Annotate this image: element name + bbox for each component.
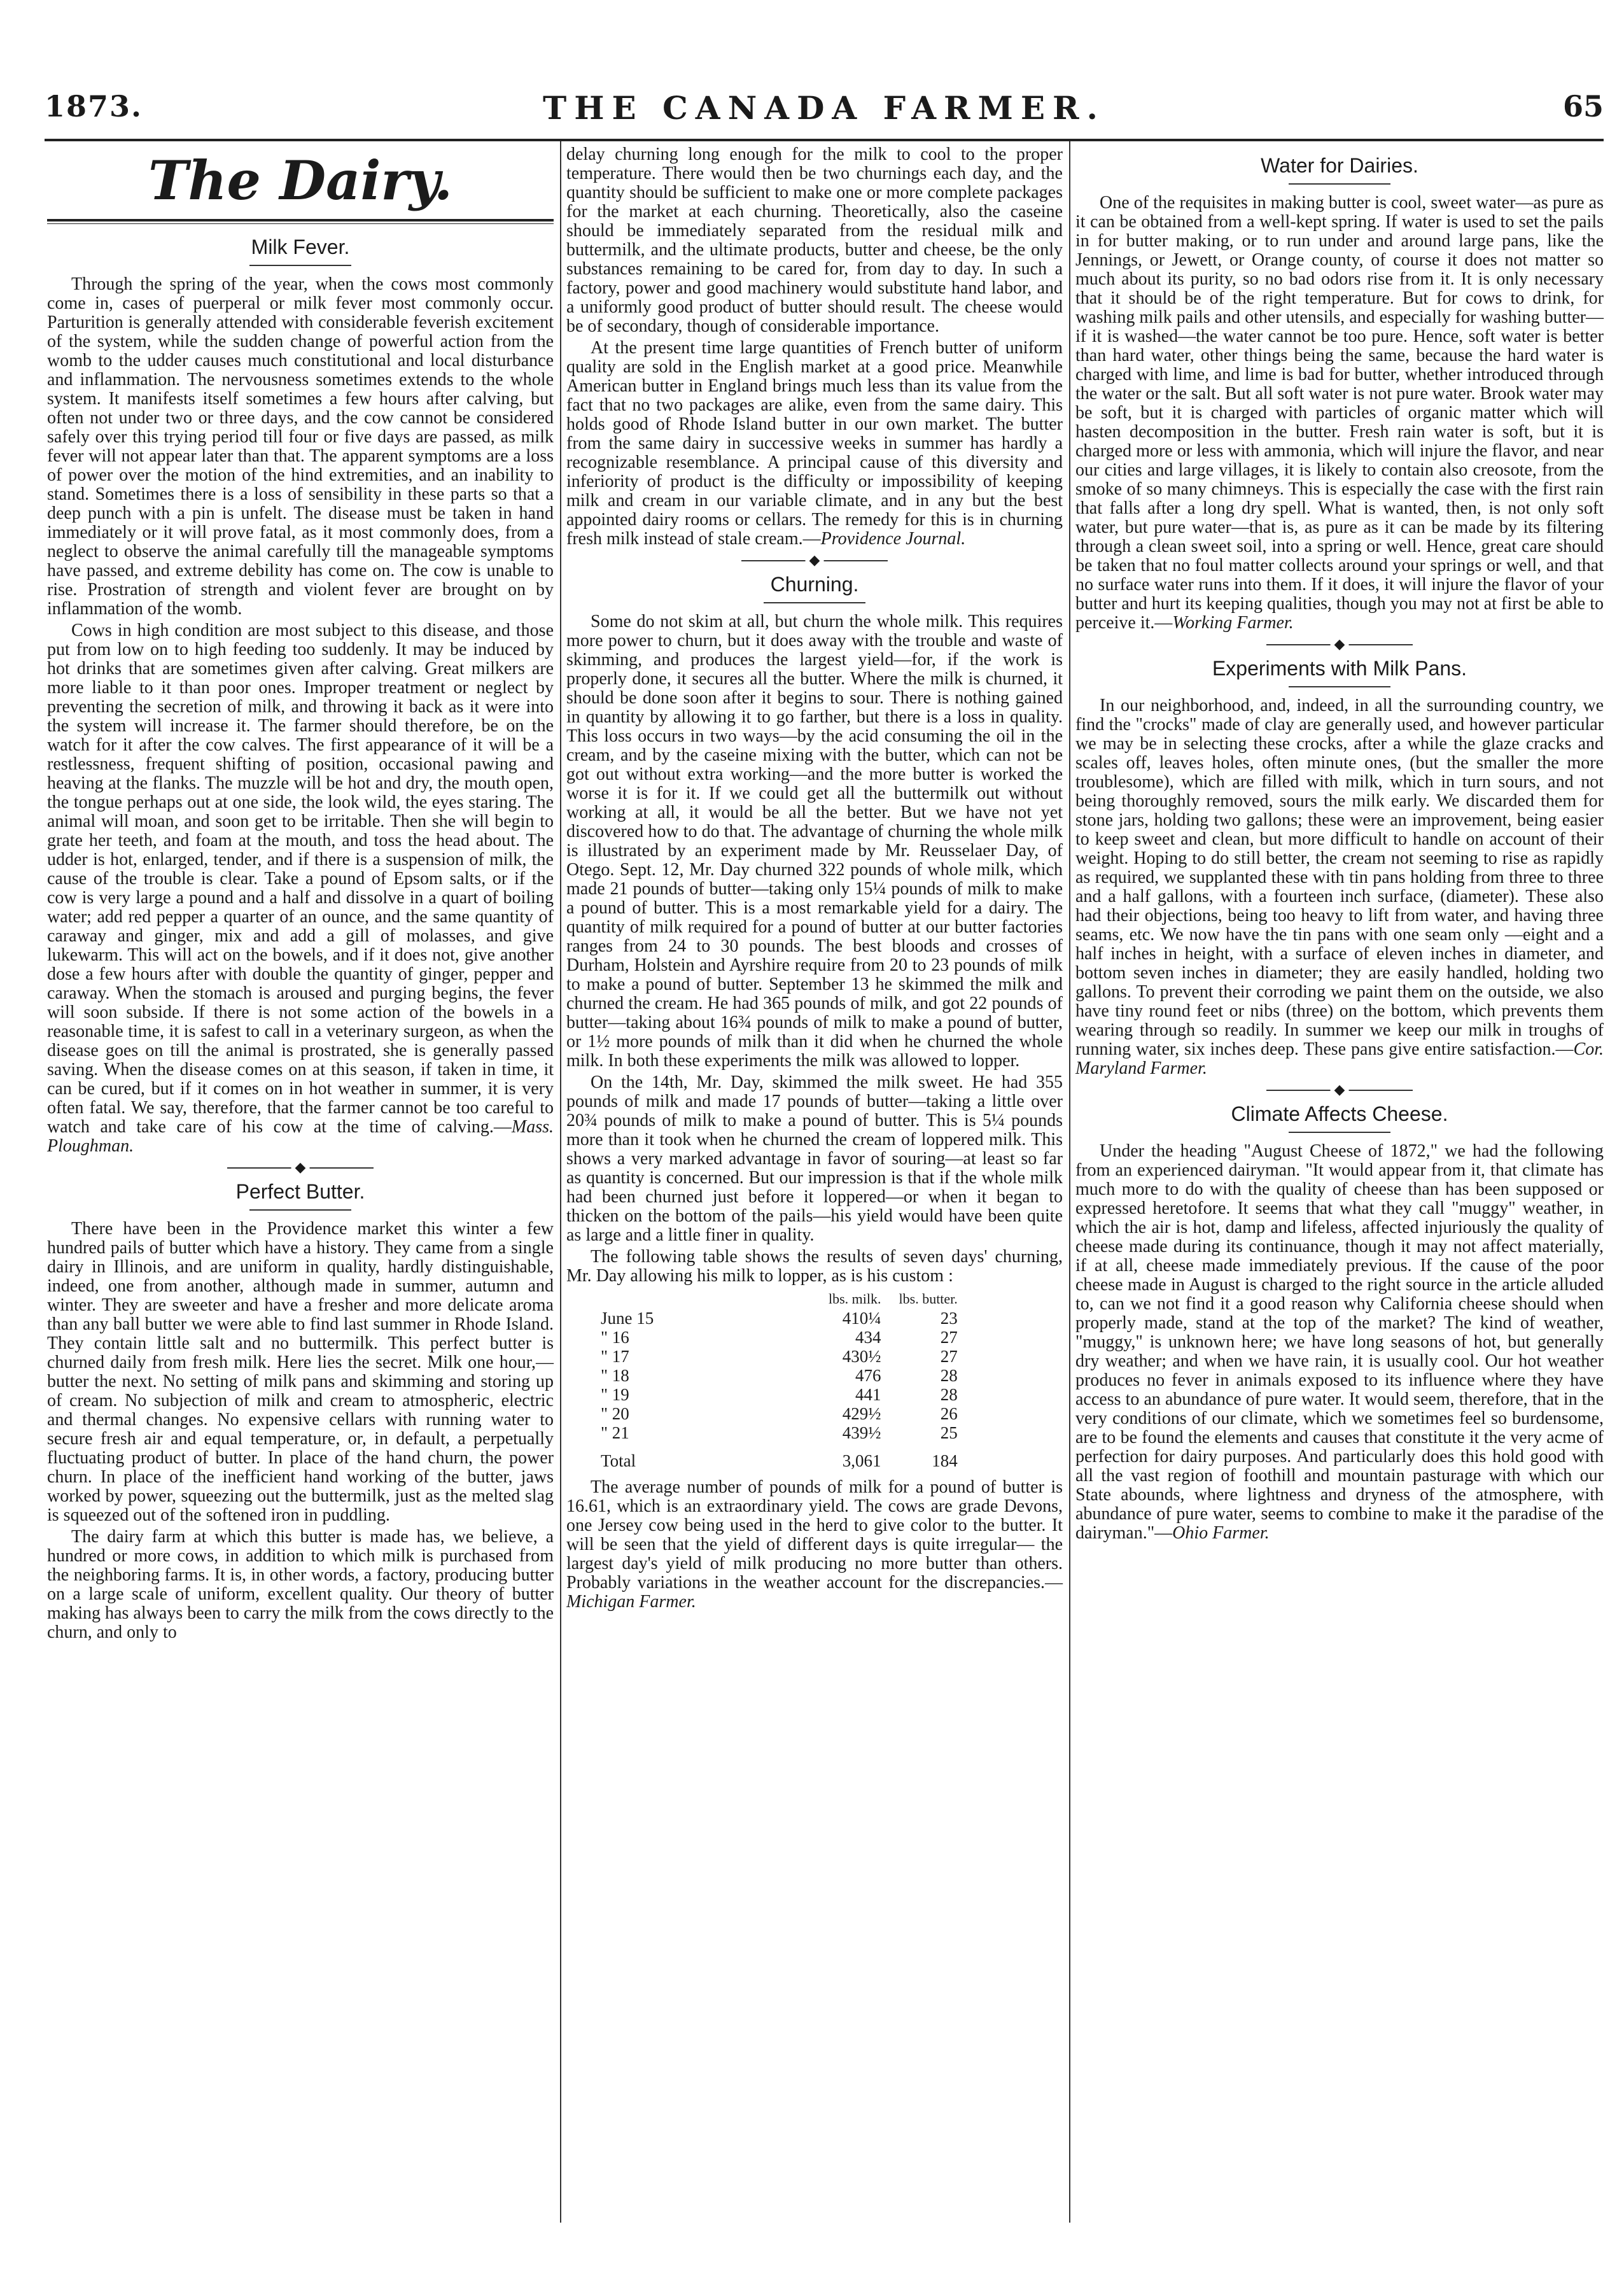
- article-title-perfect-butter: Perfect Butter.: [235, 1180, 365, 1203]
- paragraph: There have been in the Providence market this winter a few hundred pails of butter which have a history. They came from a single dairy in Illinois, and are uniform in quality, hardly distinguishable, indeed, one from another, although made in summer, autumn and winter. They are sweeter and have a fresher and more delicate aroma than any ball butter we were able to find last summer in Rhode Island. They contain little salt and no buttermilk. This perfect butter is churned daily from fresh milk. Here lies the secret. Milk one hour,—butter the next. No setting of milk pans and skimming and storing up of cream. No subjection of milk and cream to atmospheric, electric and thermal changes. No expensive cellars with running water to secure fresh air and equal temperature, or, in default, a perpetually fluctuating product of butter. In place of the hand churn, the power churn. In place of the inefficient hand working of the butter, jaws worked by power, squeezing out the buttermilk, just as the melted slag is squeezed out of the softened iron in puddling.: [47, 1219, 554, 1525]
- table-cell-milk: 410¼: [842, 1309, 881, 1328]
- paragraph-text: At the present time large quantities of French butter of uniform quality are sold in the English market at a good price. Meanwhile American butter in England brings much less than its value from the fact that no two packages are alike, even from the same dairy. This holds good of Rhode Island butter in our own market. The butter from the same dairy in successive weeks in summer has hardly a recognizable resemblance. A principal cause of this diversity and inferiority of product is the difficulty or impossibility of keeping milk and cream in our variable climate, and in any but the best appointed dairy rooms or cellars. The remedy for this is in churning fresh milk instead of stale cream.—: [566, 338, 1063, 549]
- paragraph-text: Under the heading "August Cheese of 1872," we had the following from an experienced dairyman. "It would appear from it, that climate has much more to do with the quality of cheese than has been supposed or expressed heretofore. It seems that what they call "muggy" weather, in which the air is hot, damp and lifeless, affected injuriously the quality of cheese made during its continuance, though it may not affect materially, if at all, cheese made immediately previous. If the cause of the poor cheese made in August is charged to the right source in the article alluded to, can we not find it a good reason why California cheese should when properly made, stand at the top of the market? The kind of weather, "muggy," is unknown here; we have long seasons of hot, but generally dry weather; and when we have rain, it is usually cool. Our hot weather produces no fever in animals exposed to its influence where they have access to an abundance of pure water. It would seem, therefore, that in the very conditions of our climate, which we sometimes feel so burdensome, are to be found the elements and causes that constitute it the very acme of perfection for dairy purposes. And particularly does this hold good with all the vast region of foothill and mountain pasturage with which our State abounds, where lightness and dryness of the atmosphere, with abundance of pure water, seems to combine to make it the paradise of the dairyman."—: [1075, 1141, 1604, 1543]
- table-cell-milk: 476: [855, 1366, 881, 1385]
- table-cell-milk: 430½: [842, 1347, 881, 1366]
- paragraph-text: The average number of pounds of milk for a pound of butter is 16.61, which is an extraordinary yield. The cows are grade Devons, one Jersey cow being used in the herd to give color to the butter. It will be seen that the yield of different days is quite irregular— the largest day's yield of milk producing no more butter than others. Probably variations in the weather account for the discrepancies.—: [566, 1477, 1063, 1592]
- paragraph-text: Cows in high condition are most subject to this disease, and those put from low on to high feeding too suddenly. It may be induced by hot drinks that are sometimes given after calving. Great milkers are more liable to it than poor ones. Improper treatment or neglect by preventing the secretion of milk, and throwing it back as it were into the system will increase it. The farmer should therefore, be on the watch for it after the cow calves. The first appearance of it will be a restlessness, frequent shifting of position, occasional pawing and heaving at the flanks. The muzzle will be hot and dry, the mouth open, the tongue perhaps out at one side, the look wild, the eyes staring. The animal will moan, and soon get to be irritable. Then she will begin to grate her teeth, and foam at the mouth, and toss the head about. The udder is hot, enlarged, tender, and if there is a suspension of milk, the cause of the trouble is clear. Take a pound of Epsom salts, or if the cow is very large a pound and a half and dissolve in a quart of boiling water; add red pepper a quarter of an ounce, and the same quantity of caraway and ginger, mix and add a gill of molasses, and give lukewarm. This will act on the bowels, and if it does not, give another dose a few hours after with double the quantity of ginger, pepper and caraway. When the stomach is aroused and purging begins, the fever will soon subside. If there is not some action of the bowels in a reasonable time, it is safest to call in a veterinary surgeon, as when the disease goes on till the animal is prostrated, she is generally passed saving. When the disease comes on at this season, if taken in time, it can be cured, but if it comes on in hot weather in summer, it is very often fatal. We say, therefore, that the farmer cannot be too careful to watch and take care of his cow at the time of calving.—: [47, 621, 554, 1137]
- paragraph: [566, 339, 1063, 549]
- article-title-water-for-dairies: Water for Dairies.: [1261, 154, 1418, 177]
- title-rule: [1289, 1132, 1390, 1133]
- header-rule: [45, 139, 1604, 141]
- table-cell-butter: 27: [940, 1347, 958, 1366]
- table-row: [592, 1328, 967, 1347]
- title-rule: [764, 602, 865, 603]
- table-cell-date: " 21: [601, 1423, 629, 1442]
- masthead: [45, 89, 1604, 134]
- table-header: lbs. butter.: [899, 1291, 958, 1307]
- table-row: [592, 1309, 967, 1328]
- section-rule: [47, 219, 554, 224]
- paragraph: [1075, 696, 1604, 1078]
- table-cell-milk: 434: [855, 1328, 881, 1347]
- table-cell-milk: 429½: [842, 1404, 881, 1423]
- table-cell-date: " 19: [601, 1385, 629, 1404]
- table-cell-butter: 26: [940, 1404, 958, 1423]
- churning-table: [592, 1290, 967, 1470]
- table-header: lbs. milk.: [829, 1291, 881, 1307]
- table-cell-total-milk: 3,061: [842, 1451, 881, 1470]
- title-rule: [1289, 686, 1390, 687]
- paragraph: [566, 1478, 1063, 1612]
- table-header-row: [592, 1290, 967, 1309]
- paragraph-text: In our neighborhood, and, indeed, in all the surrounding country, we find the "crocks" made of clay are generally used, and however particular we may be in selecting these crocks, after a while the glaze cracks and scales off, leaves holes, often minute ones, (but the smaller the more troublesome), which are filled with milk, which in turn sours, and not being thoroughly removed, sours the milk early. We discarded them for stone jars, holding two gallons; these were an improvement, being easier to keep sweet and clean, but more difficult to handle on account of their weight. Hoping to do still better, the cream not seeming to rise as rapidly as required, we supplanted these with tin pans holding from three to three and a half gallons, with a fourteen inch surface, (diameter). These also had their objections, being too heavy to lift from water, and having three seams, etc. We now have the tin pans with one seam only —eight and a half inches in height, with a surface of eleven inches in diameter, and bottom seven inches in diameter; they are easily handled, holding two gallons. To prevent their corroding we paint them on the outside, we also have tiny round feet or nibs (three) on the bottom, which prevents them wearing through so readily. In summer we keep our milk in troughs of running water, six inches deep. These pans give entire satisfaction.—: [1075, 696, 1604, 1059]
- paragraph: Through the spring of the year, when the cows most commonly come in, cases of puerperal or milk fever most commonly occur. Parturition is generally attended with considerable feverish excitement of the system, while the sudden change of powerful action from the womb to the udder causes much constitutional and local disturbance and inflammation. The nervousness sometimes extends to the whole system. It manifests itself sometimes a few hours after calving, but often not under two or three days, and the cow cannot be considered safely over this trying period till four or five days are passed, as milk fever will not appear later than that. The apparent symptoms are a loss of power over the motion of the hind extremities, and an inability to stand. Sometimes there is a loss of sensibility in these parts so that a deep punch with a pin is unfelt. The disease must be taken in hand immediately or it will prove fatal, as it most commonly does, from a neglect to observe the animal carefully till the manageable symptoms have passed, and extreme debility has come on. The cow is unable to rise. Prostration of strength and violent fever are brought on by inflammation of the womb.: [47, 274, 554, 619]
- paragraph: On the 14th, Mr. Day, skimmed the milk sweet. He had 355 pounds of milk and made 17 pounds of butter—taking a little over 20¾ pounds of milk to make a pound of butter. This is 5¼ pounds more than it took when he churned the cream of loppered milk. This shows a very marked advantage in favor of souring—at least so far as quantity is concerned. But our impression is that if the whole milk had been churned just before it loppered—or when it began to thicken on the bottom of the pails—his yield would have been quite as large and a little finer in quality.: [566, 1072, 1063, 1245]
- table-row: [592, 1423, 967, 1442]
- table-cell-date: " 18: [601, 1366, 629, 1385]
- paragraph: [1075, 1142, 1604, 1543]
- title-rule: [249, 1209, 351, 1211]
- table-cell-butter: 28: [940, 1366, 958, 1385]
- table-cell-milk: 441: [855, 1385, 881, 1404]
- column-2: [566, 145, 1063, 1614]
- page-number: 65: [1562, 89, 1604, 123]
- table-cell-butter: 27: [940, 1328, 958, 1347]
- table-cell-butter: 28: [940, 1385, 958, 1404]
- column-rule: [1069, 141, 1070, 2223]
- paragraph: delay churning long enough for the milk to cool to the proper temperature. There would then be two churnings each day, and the quantity should be sufficient to make one or more complete packages for the market at each churning. Theoretically, also the caseine should be immediately separated from the residual milk and buttermilk, and the ultimate products, butter and cheese, be the only substances remaining to be cared for, from day to day. In such a factory, power and good machinery would substitute hand labor, and a uniformly good product of butter should result. The cheese would be of secondary, though of considerable importance.: [566, 144, 1063, 336]
- table-row: [592, 1404, 967, 1423]
- table-row: [592, 1347, 967, 1366]
- paragraph: The dairy farm at which this butter is made has, we believe, a hundred or more cows, in addition to which milk is purchased from the neighboring farms. It is, in other words, a factory, producing butter on a large scale of uniform, excellent quality. Our theory of butter making has always been to carry the milk from the cows directly to the churn, and only to: [47, 1527, 554, 1642]
- paragraph: [1075, 193, 1604, 633]
- column-1: [47, 145, 554, 1645]
- paragraph: Some do not skim at all, but churn the whole milk. This requires more power to churn, but it does away with the trouble and waste of skimming, and produces the largest yield—for, if the work is properly done, it secures all the butter. Where the milk is churned, it should be done soon after it begins to sour. There is nothing gained in quantity by allowing it to go farther, but there is a loss in quality. This loss occurs in two ways—by the acid consuming the oil in the cream, and by the caseine mixing with the butter, which can not be got out without extra working—and the more butter is worked the worse it is for it. If we could get all the buttermilk out without working at all, it would be all the better. But we have not yet discovered how to do that. The advantage of churning the whole milk is illustrated by an experiment made by Mr. Reusselaer Day, of Otego. Sept. 12, Mr. Day churned 322 pounds of whole milk, which made 21 pounds of butter—taking only 15¼ pounds of milk to make a pound of butter. This is a most remarkable yield for a dairy. The quantity of milk required for a pound of butter at our butter factories ranges from 24 to 30 pounds. The best bloods and crosses of Durham, Holstein and Ayrshire require from 20 to 23 pounds of milk to make a pound of butter. September 13 he skimmed the milk and churned the cream. He had 365 pounds of milk, and got 22 pounds of butter—taking about 16¾ pounds of milk to make a pound of butter, or 1½ more pounds of milk than it did when he churned the whole milk. In both these experiments the milk was allowed to lopper.: [566, 612, 1063, 1071]
- article-source: Mass. Ploughman.: [47, 1117, 554, 1156]
- title-rule: [249, 265, 351, 266]
- table-cell-date: " 20: [601, 1404, 629, 1423]
- table-cell-milk: 439½: [842, 1423, 881, 1442]
- table-cell-date: " 17: [601, 1347, 629, 1366]
- article-source: Providence Journal.: [820, 529, 966, 549]
- table-cell-total-butter: 184: [932, 1451, 958, 1470]
- paragraph-text: One of the requisites in making butter is cool, sweet water—as pure as it can be obtained from a well-kept spring. If water is used to set the pails in for butter making, or to run under and around large pans, like the Jennings, or Jewett, or Orange county, of course it does not matter so much about its purity, so no bad odors rise from it. It is only necessary that it should be of the right temperature. But for cows to drink, for washing milk pails and other utensils, and especially for washing butter—if it is washed—the water cannot be too pure. Hence, soft water is better than hard water, other things being the same, because the hard water is charged with lime, and lime is bad for butter, whether introduced through the water or the salt. But all soft water is not pure water. Brook water may be soft, but it is charged with particles of organic matter which will hasten decomposition in the butter. Fresh rain water is soft, but it is charged more or less with ammonia, which will injure the flavor, and near our cities and large villages, it is likely to contain also creosote, from the smoke of so many chimneys. This is especially the case with the first rain that falls after a long dry spell. What is wanted, then, is not only soft water, but pure water—that is, as pure as it can be made by its filtering through a clean sweet soil, into a spring or well. Hence, great care should be taken that no foul matter collects around your springs or well, and that no surface water runs into them. If it does, it will injure the flavor of your butter and hurt its keeping qualities, though you may not at first be able to perceive it.—: [1075, 193, 1604, 633]
- table-cell-date: June 15: [601, 1309, 654, 1328]
- article-title-churning: Churning.: [770, 573, 859, 596]
- article-source: Ohio Farmer.: [1172, 1523, 1270, 1543]
- article-divider: [1266, 644, 1413, 645]
- paragraph: [47, 621, 554, 1156]
- table-cell-butter: 25: [940, 1423, 958, 1442]
- table-row: [592, 1366, 967, 1385]
- article-source: Cor. Maryland Farmer.: [1075, 1039, 1604, 1078]
- table-cell-butter: 23: [940, 1309, 958, 1328]
- article-source: Michigan Farmer.: [566, 1592, 696, 1612]
- article-title-climate-affects-cheese: Climate Affects Cheese.: [1231, 1102, 1448, 1125]
- section-title: The Dairy.: [148, 149, 453, 212]
- article-title-milk-fever: Milk Fever.: [251, 236, 350, 258]
- article-divider: [227, 1167, 374, 1169]
- masthead-year: 1873.: [45, 89, 143, 123]
- table-total-row: [592, 1442, 967, 1470]
- table-cell-date: " 16: [601, 1328, 629, 1347]
- article-divider: [1266, 1090, 1413, 1091]
- title-rule: [1289, 183, 1390, 185]
- paragraph: The following table shows the results of seven days' churning, Mr. Day allowing his milk to lopper, as is his custom :: [566, 1247, 1063, 1286]
- table-cell-total-label: Total: [601, 1451, 636, 1470]
- article-title-milk-pans: Experiments with Milk Pans.: [1212, 657, 1467, 680]
- article-divider: [741, 560, 888, 561]
- column-3: [1075, 145, 1604, 1545]
- article-source: Working Farmer.: [1172, 613, 1294, 633]
- masthead-title: THE CANADA FARMER.: [543, 89, 1105, 127]
- table-row: [592, 1385, 967, 1404]
- column-rule: [560, 141, 561, 2223]
